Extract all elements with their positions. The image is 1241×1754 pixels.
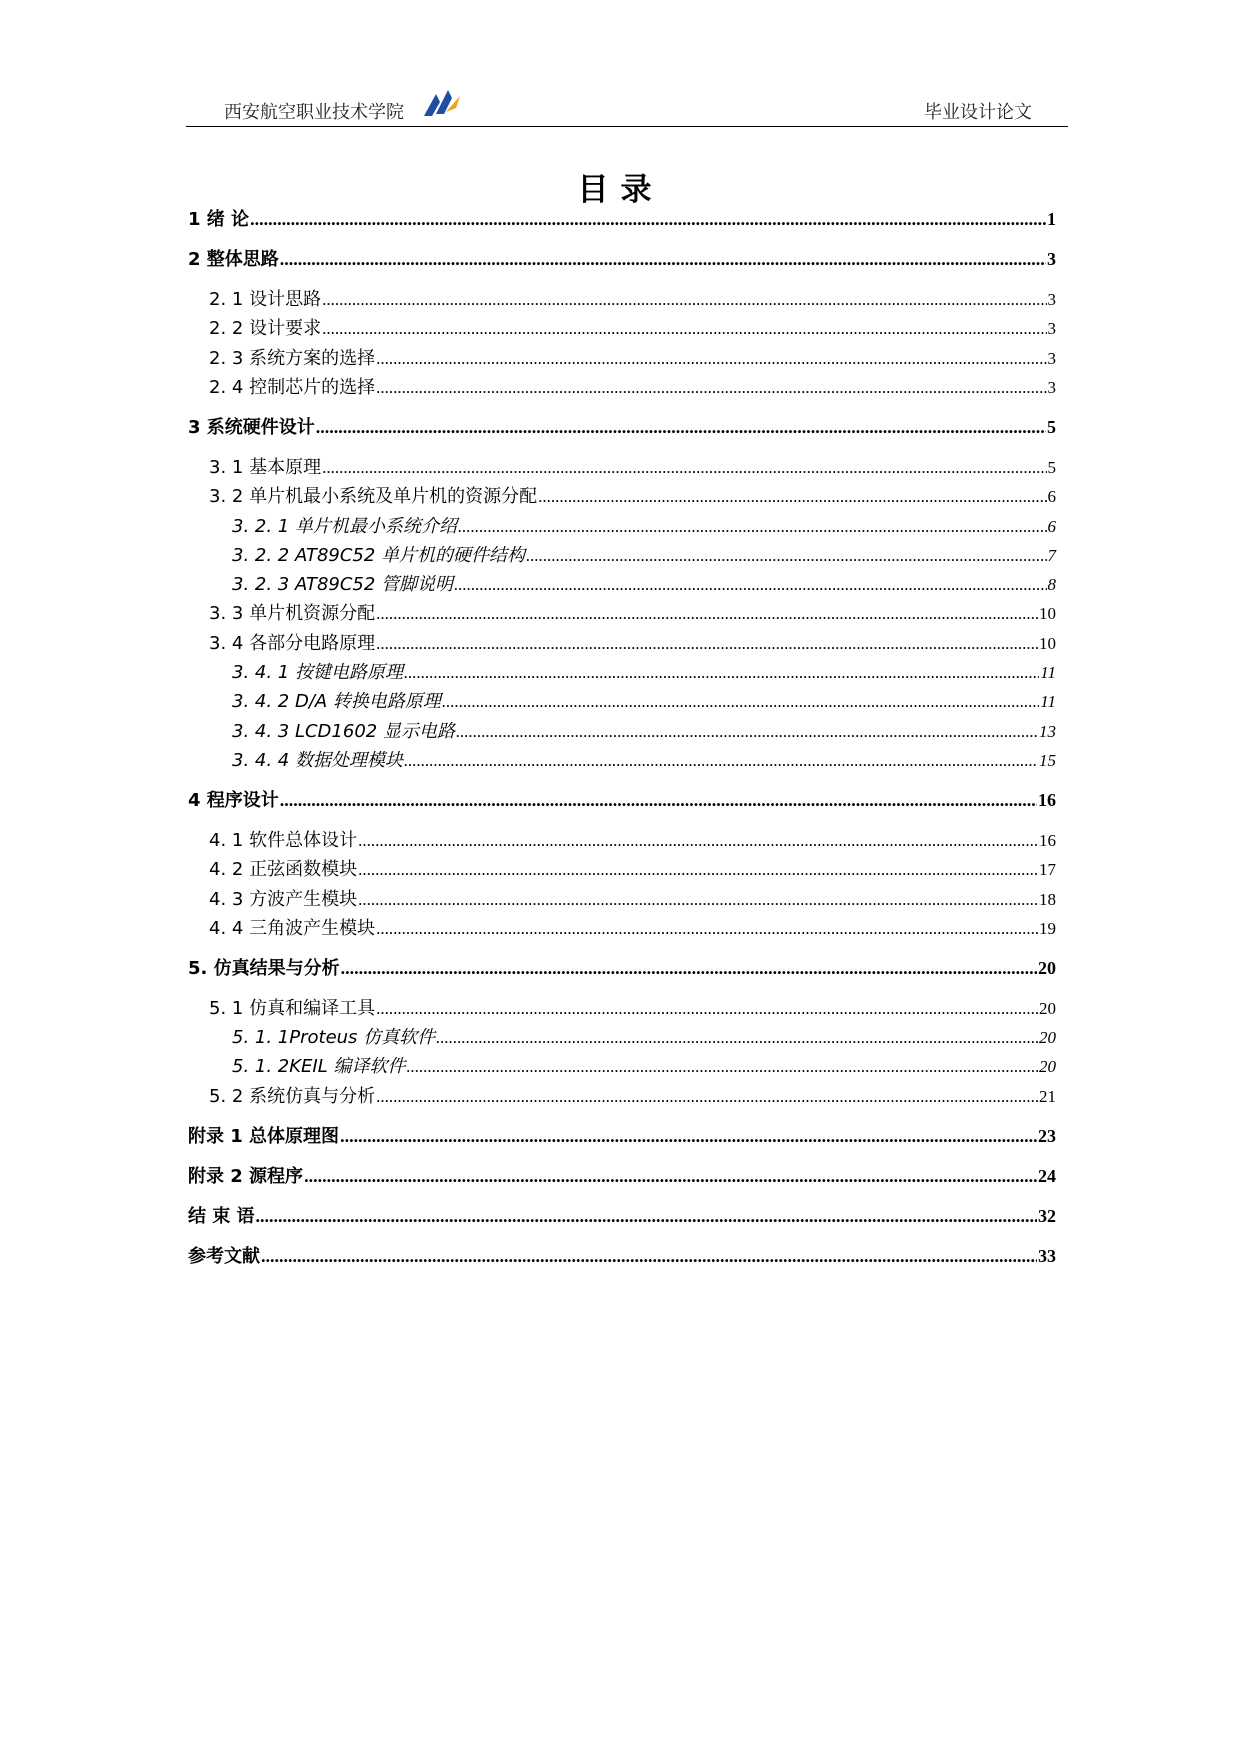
toc-entry-label: 4. 1 软件总体设计 <box>209 829 358 851</box>
toc-entry-label: 3. 2. 1 单片机最小系统介绍 <box>232 515 457 537</box>
toc-entry-page-number: 15 <box>1039 750 1056 770</box>
toc-entry-page-number: 16 <box>1039 830 1056 850</box>
toc-entry-label: 5. 仿真结果与分析 <box>188 957 340 979</box>
toc-entry[interactable] <box>209 482 1056 508</box>
toc-dot-leader <box>376 604 1038 624</box>
toc-dot-leader <box>376 378 1046 398</box>
toc-entry-page-number: 5 <box>1047 416 1056 437</box>
toc-entry[interactable] <box>188 1162 1056 1188</box>
toc-entry[interactable] <box>232 512 1056 538</box>
toc-entry-label: 3. 4 各部分电路原理 <box>209 632 376 654</box>
toc-entry[interactable] <box>209 629 1056 655</box>
toc-entry-label: 2. 2 设计要求 <box>209 318 322 340</box>
toc-entry-page-number: 3 <box>1047 319 1056 339</box>
toc-entry[interactable] <box>209 344 1056 370</box>
toc-entry-label: 2. 3 系统方案的选择 <box>209 347 376 369</box>
toc-dot-leader <box>322 290 1046 310</box>
toc-dot-leader <box>376 999 1038 1019</box>
toc-entry-page-number: 7 <box>1047 545 1056 565</box>
toc-dot-leader <box>526 546 1046 566</box>
toc-entry-page-number: 16 <box>1038 789 1056 810</box>
toc-entry-page-number: 20 <box>1039 998 1056 1018</box>
toc-entry-label: 3. 3 单片机资源分配 <box>209 603 376 625</box>
toc-dot-leader <box>538 487 1046 507</box>
toc-entry-page-number: 33 <box>1038 1245 1056 1266</box>
toc-dot-leader <box>454 575 1046 595</box>
toc-entry[interactable] <box>209 285 1056 311</box>
toc-entry-label: 3. 2 单片机最小系统及单片机的资源分配 <box>209 486 538 508</box>
toc-entry-label: 3. 4. 4 数据处理模块 <box>232 749 403 771</box>
toc-entry-page-number: 24 <box>1038 1165 1056 1186</box>
toc-entry-label: 3 系统硬件设计 <box>188 416 315 438</box>
toc-entry[interactable] <box>232 1023 1056 1049</box>
toc-dot-leader <box>250 209 1046 230</box>
toc-entry-page-number: 3 <box>1047 249 1056 269</box>
toc-dot-leader <box>322 319 1046 339</box>
toc-entry-label: 4. 4 三角波产生模块 <box>209 917 376 939</box>
toc-dot-leader <box>442 692 1039 712</box>
toc-entry-label: 3. 4. 3 LCD1602 显示电路 <box>232 720 455 742</box>
toc-dot-leader <box>406 1057 1038 1077</box>
toc-dot-leader <box>376 919 1038 939</box>
toc-dot-leader <box>304 1166 1037 1187</box>
toc-entry-page-number: 3 <box>1047 377 1056 397</box>
toc-dot-leader <box>404 663 1039 683</box>
toc-entry-label: 2. 1 设计思路 <box>209 289 322 310</box>
toc-entry-page-number: 20 <box>1038 957 1056 978</box>
toc-entry[interactable] <box>209 1082 1056 1108</box>
toc-dot-leader <box>358 890 1038 910</box>
toc-entry-page-number: 18 <box>1039 889 1056 909</box>
toc-entry-label: 5. 1. 1Proteus 仿真软件 <box>232 1027 436 1049</box>
toc-entry-label: 4 程序设计 <box>188 789 279 811</box>
toc-dot-leader <box>322 458 1046 478</box>
document-type: 毕业设计论文 <box>924 102 1032 123</box>
toc-entry[interactable] <box>209 914 1056 940</box>
toc-entry[interactable] <box>209 855 1056 881</box>
toc-dot-leader <box>376 634 1038 654</box>
toc-entry-page-number: 1 <box>1047 209 1056 229</box>
toc-entry-label: 3. 4. 1 按键电路原理 <box>232 662 403 683</box>
toc-entry-page-number: 20 <box>1039 1028 1056 1048</box>
toc-entry[interactable] <box>209 314 1056 340</box>
toc-dot-leader <box>436 1028 1038 1048</box>
toc-entry-page-number: 23 <box>1038 1125 1056 1146</box>
toc-entry[interactable] <box>188 413 1056 439</box>
toc-dot-leader <box>358 860 1038 880</box>
toc-entry-page-number: 10 <box>1039 604 1056 624</box>
toc-entry-label: 5. 2 系统仿真与分析 <box>209 1085 376 1107</box>
toc-entry[interactable] <box>232 746 1056 772</box>
toc-entry[interactable] <box>209 373 1056 399</box>
toc-entry[interactable] <box>209 885 1056 911</box>
toc-entry[interactable] <box>188 786 1056 812</box>
toc-entry-page-number: 17 <box>1039 860 1056 880</box>
toc-dot-leader <box>256 1206 1037 1227</box>
toc-dot-leader <box>404 751 1038 771</box>
toc-entry-page-number: 8 <box>1047 575 1056 595</box>
toc-entry-label: 结 束 语 <box>188 1205 255 1227</box>
toc-entry-page-number: 6 <box>1047 516 1056 536</box>
toc-entry-label: 附录 2 源程序 <box>188 1165 304 1187</box>
toc-dot-leader <box>458 517 1047 537</box>
toc-entry-label: 1 绪 论 <box>188 209 250 230</box>
toc-entry-label: 参考文献 <box>188 1245 260 1267</box>
toc-dot-leader <box>341 958 1037 979</box>
toc-entry-page-number: 5 <box>1047 457 1056 477</box>
toc-dot-leader <box>280 790 1037 811</box>
page-header <box>186 78 1068 127</box>
toc-entry-label: 2. 4 控制芯片的选择 <box>209 376 376 398</box>
toc-dot-leader <box>280 249 1046 270</box>
toc-dot-leader <box>376 349 1046 369</box>
toc-entry[interactable] <box>209 826 1056 852</box>
toc-entry[interactable] <box>188 205 1056 231</box>
school-logo-icon <box>422 88 462 118</box>
toc-entry[interactable] <box>232 658 1056 684</box>
toc-entry-label: 5. 1. 2KEIL 编译软件 <box>232 1056 406 1078</box>
toc-entry-page-number: 13 <box>1039 721 1056 741</box>
toc-entry-label: 4. 3 方波产生模块 <box>209 888 358 910</box>
toc-dot-leader <box>316 417 1046 438</box>
toc-entry-page-number: 11 <box>1040 663 1056 682</box>
toc-entry[interactable] <box>188 1202 1056 1228</box>
toc-dot-leader <box>340 1126 1037 1147</box>
toc-entry-label: 4. 2 正弦函数模块 <box>209 859 358 881</box>
toc-entry-page-number: 11 <box>1040 692 1056 712</box>
toc-entry-page-number: 32 <box>1038 1205 1056 1226</box>
toc-entry[interactable] <box>188 1122 1056 1148</box>
toc-entry-label: 5. 1 仿真和编译工具 <box>209 997 376 1019</box>
toc-entry-label: 3. 4. 2 D/A 转换电路原理 <box>232 691 441 713</box>
toc-entry-page-number: 3 <box>1047 290 1056 309</box>
toc-entry-page-number: 19 <box>1039 918 1056 938</box>
toc-entry-page-number: 3 <box>1047 348 1056 368</box>
page-title: 目录 <box>577 172 664 208</box>
toc-entry[interactable] <box>232 1052 1056 1078</box>
toc-entry-label: 附录 1 总体原理图 <box>188 1125 340 1147</box>
toc-entry[interactable] <box>209 994 1056 1020</box>
toc-entry-label: 3. 2. 2 AT89C52 单片机的硬件结构 <box>232 544 526 566</box>
school-name: 西安航空职业技术学院 <box>224 102 404 123</box>
toc-entry[interactable] <box>209 453 1056 479</box>
toc-entry[interactable] <box>188 1242 1056 1268</box>
toc-dot-leader <box>261 1246 1037 1267</box>
toc-entry-page-number: 6 <box>1047 487 1056 507</box>
toc-entry-page-number: 21 <box>1039 1086 1056 1106</box>
toc-entry[interactable] <box>232 570 1056 596</box>
toc-entry[interactable] <box>232 717 1056 743</box>
toc-dot-leader <box>376 1087 1038 1107</box>
toc-entry[interactable] <box>232 687 1056 713</box>
toc-entry-label: 3. 2. 3 AT89C52 管脚说明 <box>232 574 454 596</box>
toc-dot-leader <box>358 831 1038 851</box>
toc-entry-page-number: 10 <box>1039 633 1056 653</box>
toc-entry[interactable] <box>188 245 1056 271</box>
toc-entry[interactable] <box>209 599 1056 625</box>
toc-dot-leader <box>456 722 1038 742</box>
toc-entry[interactable] <box>188 954 1056 980</box>
toc-entry-page-number: 20 <box>1039 1057 1056 1077</box>
toc-entry-label: 3. 1 基本原理 <box>209 456 322 478</box>
toc-entry[interactable] <box>232 541 1056 567</box>
toc-entry-label: 2 整体思路 <box>188 249 279 270</box>
